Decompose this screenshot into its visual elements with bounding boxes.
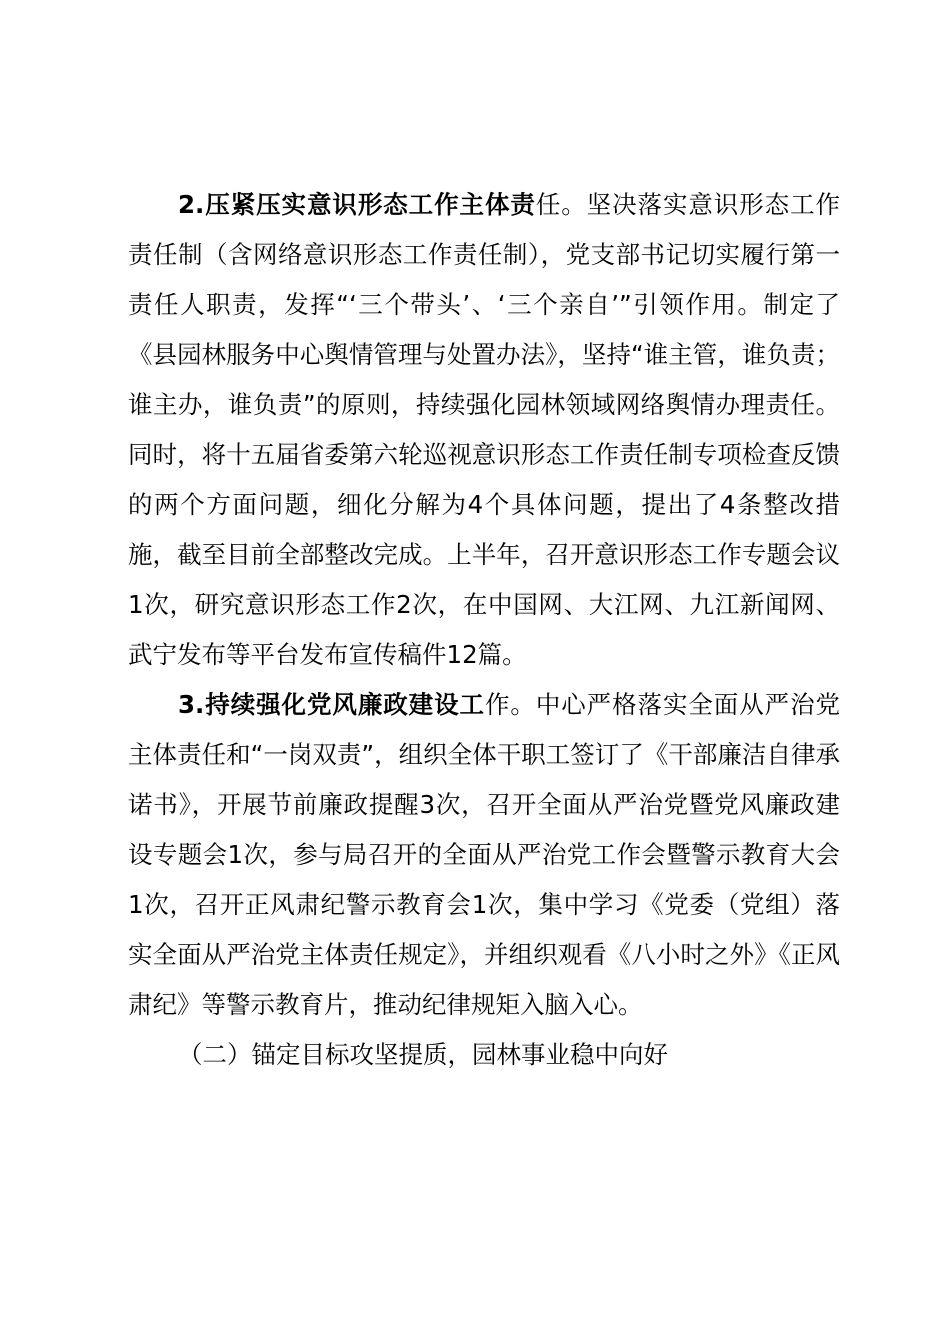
paragraph-ideology-responsibility <box>128 180 840 680</box>
document-page <box>128 180 840 1080</box>
paragraph-lead-heading: 3.持续强化党风廉政建设工 <box>178 690 485 719</box>
section-heading: （二）锚定目标攻坚提质，园林事业稳中向好 <box>178 1040 668 1069</box>
paragraph-party-integrity <box>128 680 840 1030</box>
paragraph-body: 作。中心严格落实全面从严治党主体责任和“一岗双责”，组织全体干职工签订了《干部廉洁自律承诺书》，开展节前廉政提醒3次，召开全面从严治党暨党风廉政建设专题会1次，参与局召开的全面从严治党工作会暨警示教育大会1次，召开正风肃纪警示教育会1次，集中学习《党委（党组）落实全面从严治党主体责任规定》，并组织观看《八小时之外》《正风肃纪》等警示教育片，推动纪律规矩入脑入心。 <box>128 690 841 1019</box>
paragraph-lead-heading: 2.压紧压实意识形态工作主体责 <box>178 190 536 219</box>
paragraph-body: 任。坚决落实意识形态工作责任制（含网络意识形态工作责任制），党支部书记切实履行第一责任人职责，发挥“‘三个带头’、‘三个亲自’”引领作用。制定了《县园林服务中心舆情管理与处置办法》，坚持“谁主管，谁负责；谁主办，谁负责”的原则，持续强化园林领域网络舆情办理责任。同时，将十五届省委第六轮巡视意识形态工作责任制专项检查反馈的两个方面问题，细化分解为4个具体问题，提出了4条整改措施，截至目前全部整改完成。上半年，召开意识形态工作专题会议1次，研究意识形态工作2次，在中国网、大江网、九江新闻网、武宁发布等平台发布宣传稿件12篇。 <box>128 190 840 669</box>
